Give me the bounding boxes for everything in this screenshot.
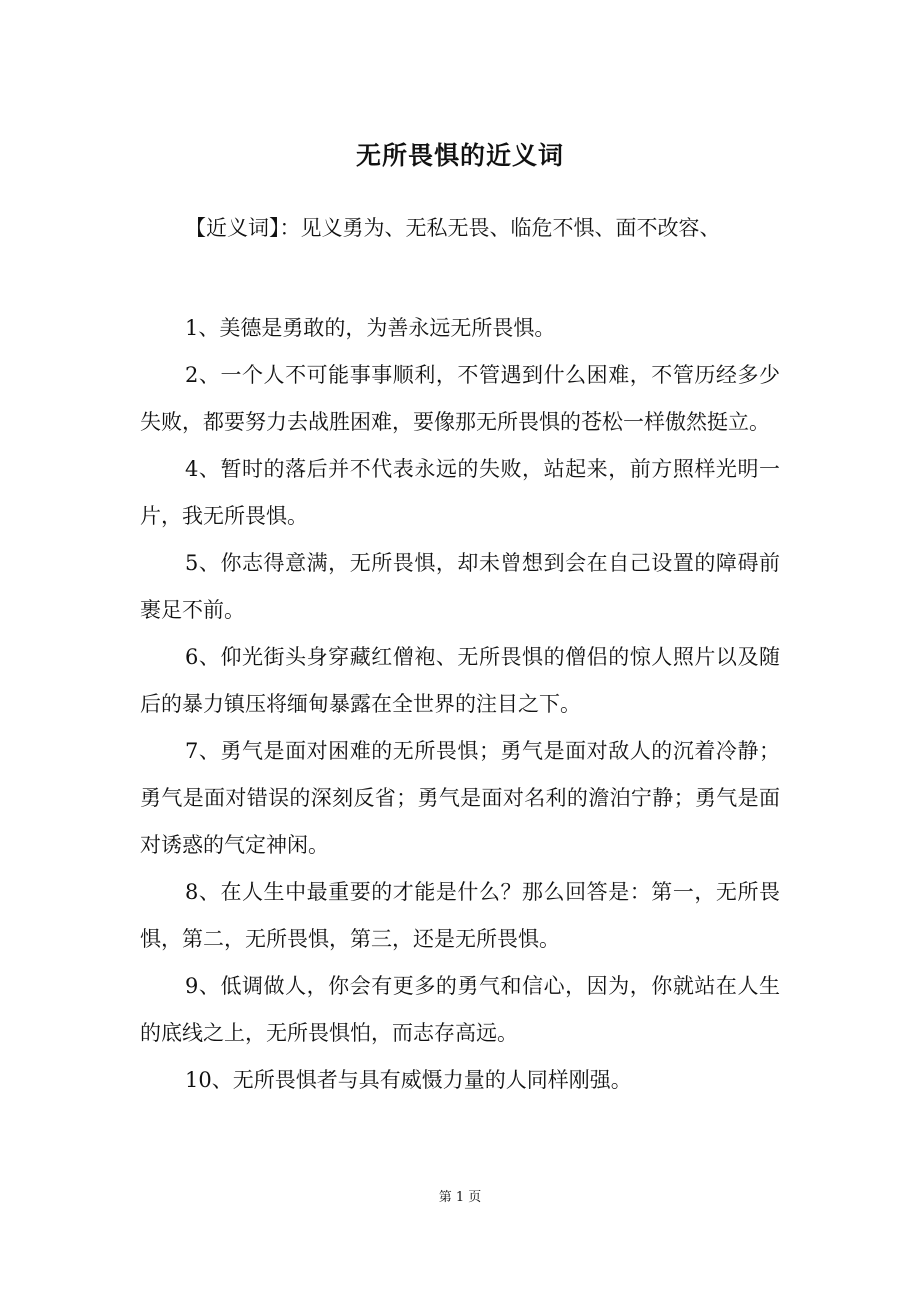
synonyms-line: 【近义词】：见义勇为、无私无畏、临危不惧、面不改容、 <box>185 216 721 240</box>
paragraph: 8、在人生中最重要的才能是什么？那么回答是：第一，无所畏惧，第二，无所畏惧，第三，还是无所畏惧。 <box>140 880 780 951</box>
page-number: 第 1 页 <box>438 1190 482 1205</box>
paragraph: 6、仰光街头身穿藏红僧袍、无所畏惧的僧侣的惊人照片以及随后的暴力镇压将缅甸暴露在全世界的注目之下。 <box>140 645 780 716</box>
paragraph: 5、你志得意满，无所畏惧，却未曾想到会在自己设置的障碍前裹足不前。 <box>140 551 780 622</box>
paragraph: 10、无所畏惧者与具有威慑力量的人同样刚强。 <box>185 1068 632 1092</box>
document-body <box>140 305 780 1104</box>
document-title: 无所畏惧的近义词 <box>355 141 564 170</box>
paragraph: 9、低调做人，你会有更多的勇气和信心，因为，你就站在人生的底线之上，无所畏惧怕，而志存高远。 <box>140 974 780 1045</box>
paragraph: 2、一个人不可能事事顺利，不管遇到什么困难，不管历经多少失败，都要努力去战胜困难，要像那无所畏惧的苍松一样傲然挺立。 <box>140 363 780 434</box>
paragraph: 7、勇气是面对困难的无所畏惧；勇气是面对敌人的沉着冷静；勇气是面对错误的深刻反省；勇气是面对名利的澹泊宁静；勇气是面对诱惑的气定神闲。 <box>140 739 780 857</box>
paragraph: 1、美德是勇敢的，为善永远无所畏惧。 <box>185 316 556 340</box>
paragraph: 4、暂时的落后并不代表永远的失败，站起来，前方照样光明一片，我无所畏惧。 <box>140 457 780 528</box>
